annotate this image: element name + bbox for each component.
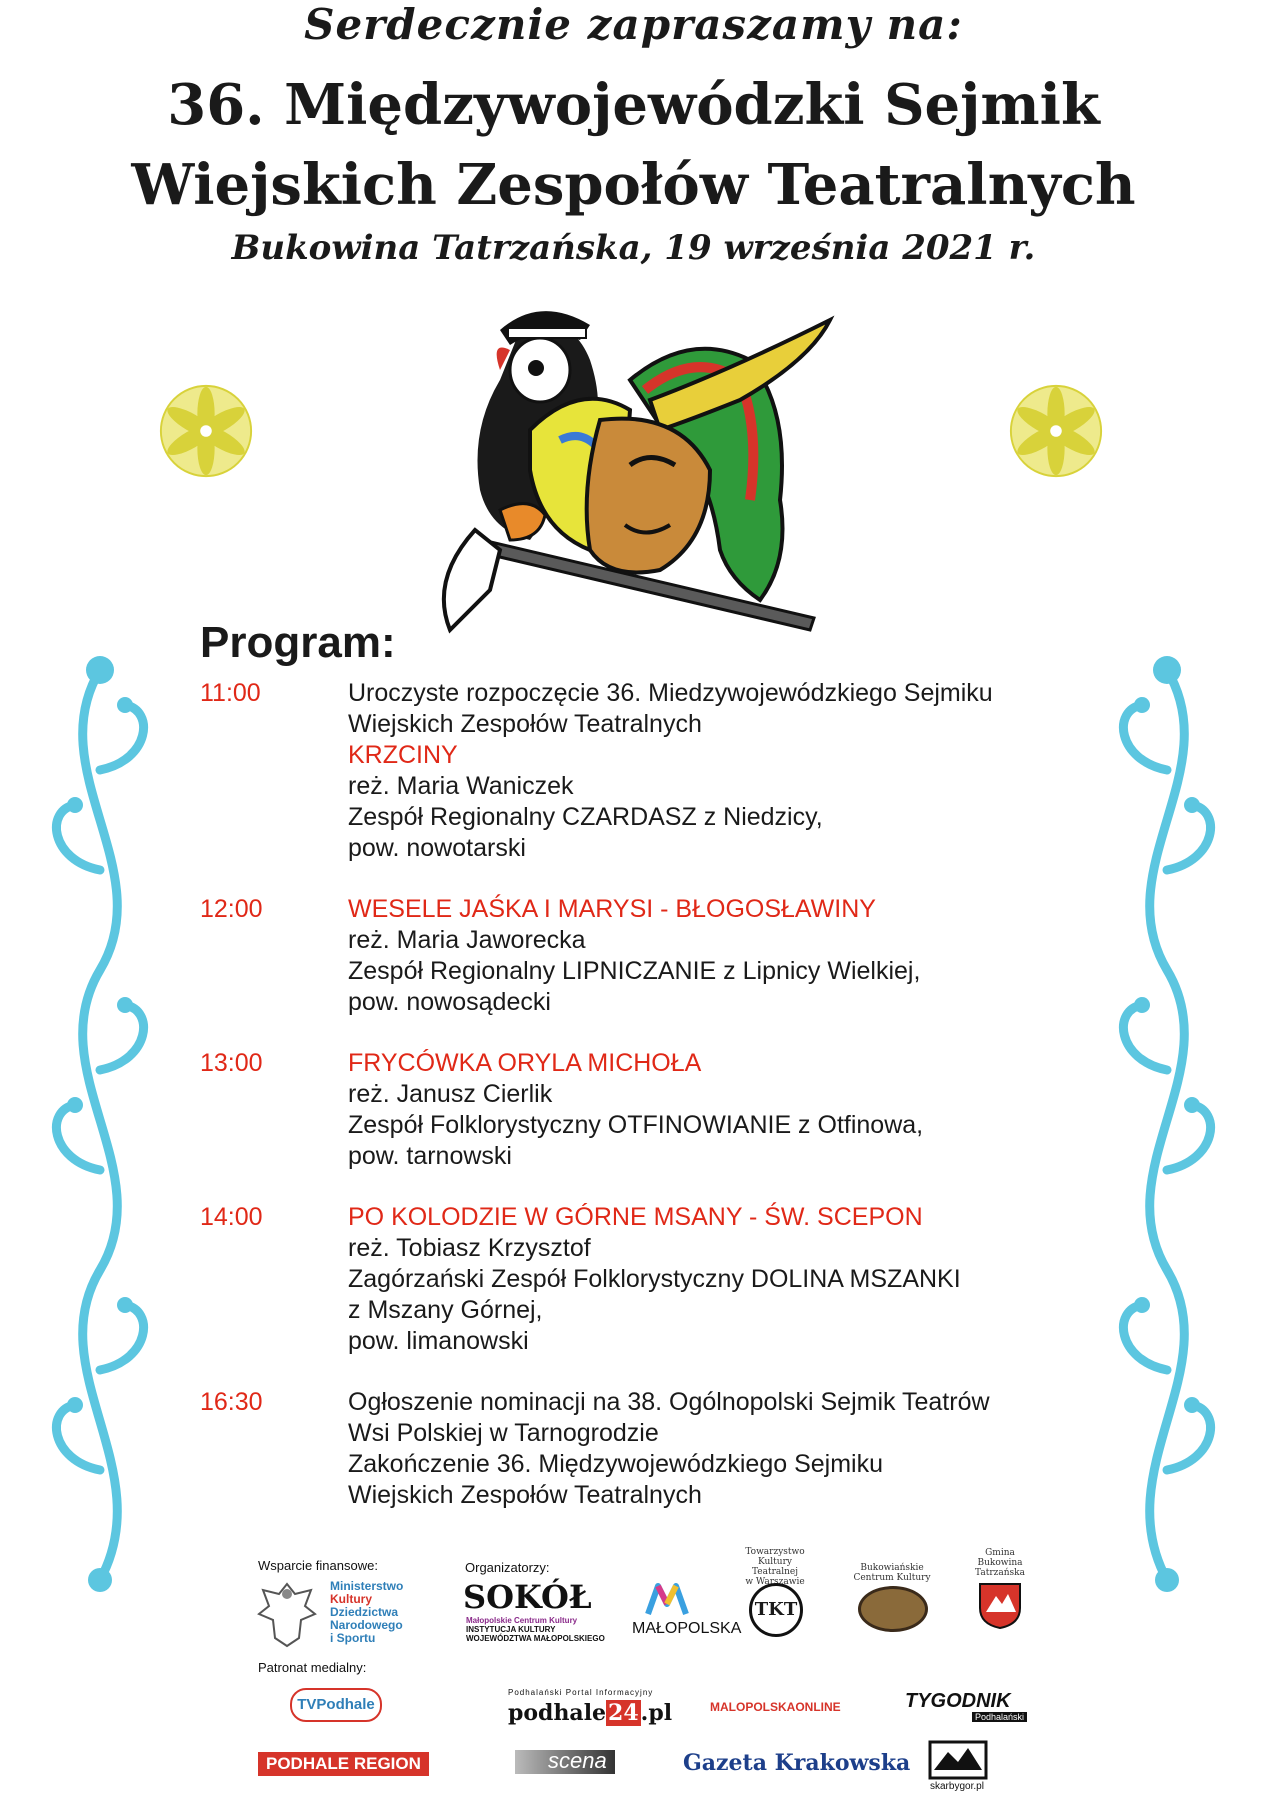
event-detail-line: pow. limanowski (348, 1327, 529, 1355)
program-heading: Program: (200, 618, 396, 667)
event-description (348, 1202, 961, 1357)
gazeta-krakowska-logo: Gazeta Krakowska (683, 1750, 911, 1776)
sokol-logo-subtitle: Małopolskie Centrum Kultury INSTYTUCJA KULTURY WOJEWÓDZTWA MAŁOPOLSKIEGO (466, 1616, 605, 1643)
bck-logo-icon (858, 1586, 928, 1632)
event-description (348, 1048, 923, 1172)
podhale24-logo: podhale24.pl (508, 1700, 673, 1726)
event-detail-line: reż. Tobiasz Krzysztof (348, 1234, 591, 1262)
left-floral-ornament-icon (30, 650, 170, 1600)
finance-support-label: Wsparcie finansowe: (258, 1558, 378, 1573)
event-detail-line: pow. tarnowski (348, 1142, 512, 1170)
program-event (200, 1387, 1080, 1511)
malopolska-logo-icon (644, 1580, 690, 1618)
event-description (348, 678, 993, 864)
program-event (200, 1202, 1080, 1357)
scena-logo: scena (548, 1748, 607, 1773)
gmina-coat-of-arms-icon (978, 1582, 1022, 1630)
organizers-label: Organizatorzy: (465, 1560, 550, 1575)
invitation-line: Serdecznie zapraszamy na: (304, 0, 963, 49)
event-detail-line: Zagórzański Zespół Folklorystyczny DOLINA MSZANKI (348, 1265, 961, 1293)
event-detail-line: Zespół Regionalny LIPNICZANIE z Lipnicy Wielkiej, (348, 957, 921, 985)
event-detail-line: Uroczyste rozpoczęcie 36. Miedzywojewódzkiego Sejmiku (348, 679, 993, 707)
tvpodhale-logo: TVPodhale (290, 1688, 382, 1722)
sokol-logo: SOKÓŁ (463, 1578, 592, 1616)
event-detail-line: Wsi Polskiej w Tarnogrodzie (348, 1419, 659, 1447)
skarbygor-logo-icon (928, 1732, 988, 1780)
polish-eagle-icon (255, 1578, 319, 1650)
event-description (348, 894, 920, 1018)
event-detail-line: Zakończenie 36. Międzywojewódzkiego Sejmiku (348, 1450, 883, 1478)
program-event (200, 894, 1080, 1018)
event-detail-line: Zespół Regionalny CZARDASZ z Niedzicy, (348, 803, 823, 831)
mascot-illustration (430, 300, 850, 640)
event-play-title: KRZCINY (348, 741, 458, 769)
event-title-line-2: Wiejskich Zespołów Teatralnych (131, 152, 1136, 218)
event-detail-line: reż. Maria Jaworecka (348, 926, 586, 954)
tygodnik-logo: TYGODNIK (905, 1690, 1011, 1712)
event-detail-line: Wiejskich Zespołów Teatralnych (348, 710, 702, 738)
event-description (348, 1387, 990, 1511)
tkt-logo: TKT (749, 1583, 803, 1637)
malopolska-logo-text: MAŁOPOLSKA (632, 1620, 742, 1637)
event-detail-line: Wiejskich Zespołów Teatralnych (348, 1481, 702, 1509)
bck-caption: Bukowiańskie Centrum Kultury (853, 1563, 931, 1583)
event-play-title: PO KOLODZIE W GÓRNE MSANY - ŚW. SCEPON (348, 1203, 923, 1231)
right-rosette-icon (1008, 383, 1104, 479)
ministry-logo-text: Ministerstwo Kultury Dziedzictwa Narodowego i Sportu (330, 1579, 404, 1645)
event-time: 13:00 (200, 1049, 263, 1077)
event-detail-line: pow. nowotarski (348, 834, 526, 862)
program-schedule (200, 678, 1080, 1541)
event-detail-line: Zespół Folklorystyczny OTFINOWIANIE z Otfinowa, (348, 1111, 924, 1139)
tygodnik-subtitle: Podhalański (972, 1712, 1027, 1722)
program-event (200, 1048, 1080, 1172)
program-event (200, 678, 1080, 864)
event-time: 14:00 (200, 1203, 263, 1231)
event-detail-line: reż. Janusz Cierlik (348, 1080, 553, 1108)
malopolskaonline-logo: MALOPOLSKAONLINE (710, 1700, 841, 1714)
event-play-title: WESELE JAŚKA I MARYSI - BŁOGOSŁAWINY (348, 895, 876, 923)
left-rosette-icon (158, 383, 254, 479)
event-title-line-1: 36. Międzywojewódzki Sejmik (167, 72, 1100, 138)
event-detail-line: pow. nowosądecki (348, 988, 551, 1016)
event-play-title: FRYCÓWKA ORYLA MICHOŁA (348, 1049, 702, 1077)
event-place-date: Bukowina Tatrzańska, 19 września 2021 r. (231, 228, 1036, 268)
event-detail-line: reż. Maria Waniczek (348, 772, 574, 800)
tkt-caption: Towarzystwo Kultury Teatralnej w Warszawie (745, 1547, 805, 1587)
podhale-portal-caption: Podhalański Portal Informacyjny (508, 1688, 654, 1697)
podhale-region-logo: PODHALE REGION (258, 1752, 429, 1776)
right-floral-ornament-icon (1097, 650, 1237, 1600)
gmina-caption: Gmina Bukowina Tatrzańska (975, 1548, 1025, 1578)
event-detail-line: z Mszany Górnej, (348, 1296, 543, 1324)
event-time: 11:00 (200, 679, 261, 707)
event-time: 12:00 (200, 895, 263, 923)
media-patronage-label: Patronat medialny: (258, 1660, 367, 1675)
event-time: 16:30 (200, 1388, 263, 1416)
skarbygor-text: skarbygor.pl (930, 1781, 984, 1792)
event-detail-line: Ogłoszenie nominacji na 38. Ogólnopolski Sejmik Teatrów (348, 1388, 990, 1416)
